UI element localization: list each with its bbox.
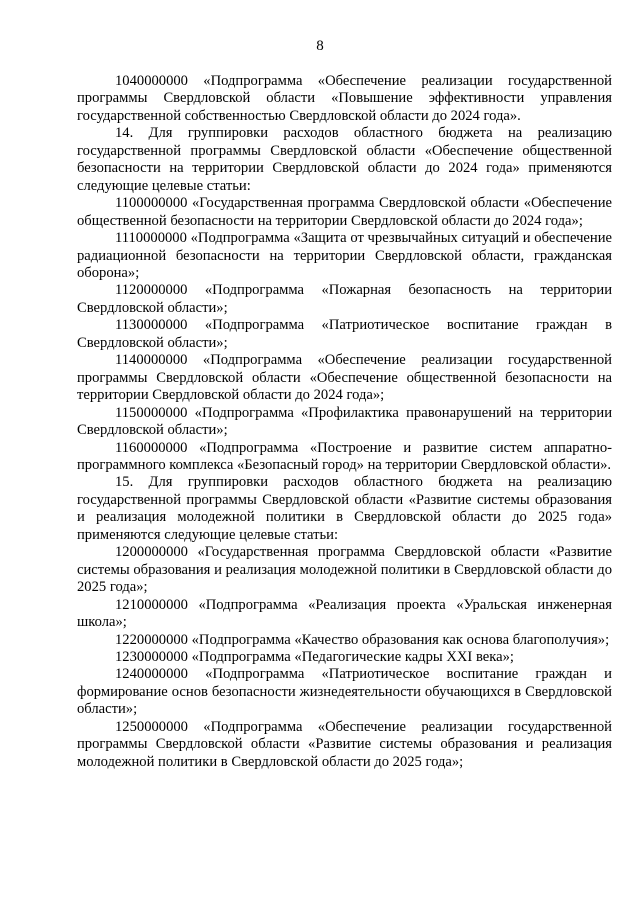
paragraph: 1140000000 «Подпрограмма «Обеспечение реализации государственной программы Свердловской области «Обеспечение общественной безопасности на территории Свердловской области до 2024 года»;: [77, 352, 612, 404]
document-body: [77, 73, 612, 771]
paragraph: 1250000000 «Подпрограмма «Обеспечение реализации государственной программы Свердловской области «Развитие системы образования и реализация молодежной политики в Свердловской области до 2025 года»;: [77, 718, 612, 770]
paragraph: 1120000000 «Подпрограмма «Пожарная безопасность на территории Свердловской области»;: [77, 282, 612, 316]
paragraph: 1100000000 «Государственная программа Свердловской области «Обеспечение общественной безопасности на территории Свердловской области до 2024 года»;: [77, 195, 612, 229]
paragraph: 1040000000 «Подпрограмма «Обеспечение реализации государственной программы Свердловской области «Повышение эффективности управления государственной собственностью Свердловской области до 2024 года».: [77, 73, 612, 124]
paragraph: 1220000000 «Подпрограмма «Качество образования как основа благополучия»;: [115, 631, 610, 648]
paragraph: 15. Для группировки расходов областного бюджета на реализацию государственной программы Свердловской области «Развитие системы образования и реализация молодежной политики в Свердловской области до 2025 года» применяются следующие целевые статьи:: [77, 474, 612, 543]
paragraph: 1110000000 «Подпрограмма «Защита от чрезвычайных ситуаций и обеспечение радиационной безопасности на территории Свердловской области, гражданская оборона»;: [77, 230, 612, 281]
paragraph: 1240000000 «Подпрограмма «Патриотическое воспитание граждан и формирование основ безопасности жизнедеятельности обучающихся в Свердловской области»;: [77, 666, 612, 718]
paragraph: 1200000000 «Государственная программа Свердловской области «Развитие системы образования и реализация молодежной политики в Свердловской области до 2025 года»;: [77, 544, 612, 596]
paragraph: 1130000000 «Подпрограмма «Патриотическое воспитание граждан в Свердловской области»;: [77, 317, 612, 351]
paragraph: 1150000000 «Подпрограмма «Профилактика правонарушений на территории Свердловской области»;: [77, 404, 612, 439]
paragraph: 1230000000 «Подпрограмма «Педагогические кадры XXI века»;: [115, 648, 514, 665]
paragraph: 1210000000 «Подпрограмма «Реализация проекта «Уральская инженерная школа»;: [77, 596, 612, 631]
paragraph: 1160000000 «Подпрограмма «Построение и развитие систем аппаратно-программного комплекса «Безопасный город» на территории Свердловской области».: [77, 439, 612, 473]
paragraph: 14. Для группировки расходов областного бюджета на реализацию государственной программы Свердловской области «Обеспечение общественной безопасности на территории Свердловской области до 2024 года» применяются следующие целевые статьи:: [77, 125, 612, 194]
page-number: 8: [316, 38, 324, 54]
